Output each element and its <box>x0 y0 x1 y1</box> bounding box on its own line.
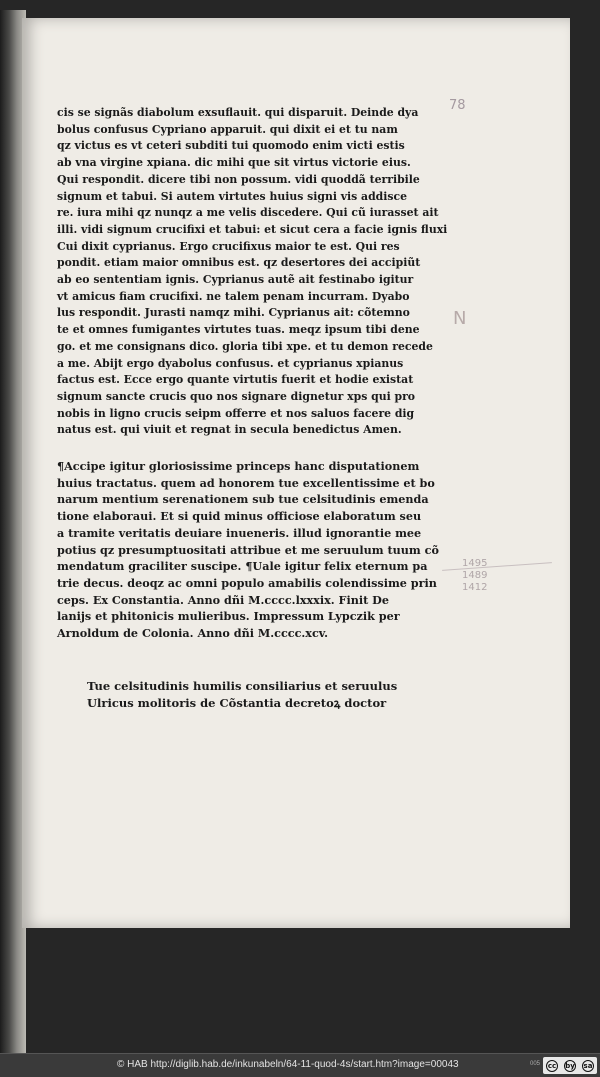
margin-date-2: 1489 <box>462 570 488 581</box>
text-line: signum et tabui. Si autem virtutes huius signi vis addisce <box>57 188 408 203</box>
sa-icon: sa <box>583 1061 593 1070</box>
text-line: qz victus es vt ceteri subditi tui quomodo enim victi estis <box>57 138 405 153</box>
text-line: Cui dixit cyprianus. Ergo crucifixus maior te est. Qui res <box>57 238 400 253</box>
text-line: natus est. qui viuit et regnat in secula benedictus Amen. <box>57 422 402 437</box>
text-line: factus est. Ecce ergo quante virtutis fuerit et hodie existat <box>57 372 414 387</box>
text-line: lanijs et phitonicis mulieribus. Impressum Lypczik per <box>57 609 400 624</box>
footer-bar <box>0 1053 600 1077</box>
margin-note-top: 78 <box>449 98 466 113</box>
text-line: signum sancte crucis quo nos signare dignetur xps qui pro <box>57 388 416 403</box>
footer-counter: 005 <box>530 1061 541 1067</box>
footer-source-link[interactable]: © HAB http://diglib.hab.de/inkunabeln/64-11-quod-4s/start.htm?image=00043 <box>117 1059 459 1070</box>
text-line: cis se signãs diabolum exsuflauit. qui disparuit. Deinde dya <box>57 105 419 119</box>
text-line: illi. vidi signum crucifixi et tabui: et sicut cera a facie ignis fluxi <box>57 221 448 236</box>
text-line: Ulricus molitoris de Cõstantia decretoꝝ doctor <box>87 696 387 710</box>
margin-pencil-line <box>442 562 552 571</box>
text-line: Arnoldum de Colonia. Anno dñi M.cccc.xcv. <box>57 626 329 641</box>
text-line: potius qz presumptuositati attribue et me seruulum tuum cõ <box>57 542 439 557</box>
text-line: ab vna virgine xpiana. dic mihi que sit virtus victorie eius. <box>57 155 411 170</box>
by-icon: by <box>565 1061 575 1070</box>
text-line: Tue celsitudinis humilis consiliarius et seruulus <box>87 679 398 693</box>
text-line: nobis in ligno crucis seipm offerre et nos saluos facere dig <box>57 405 415 420</box>
margin-note-dates <box>462 558 487 594</box>
book-page <box>22 18 570 928</box>
text-line: huius tractatus. quem ad honorem tue excellentissime et bo <box>57 475 435 490</box>
text-line: narum mentium serenationem sub tue celsitudinis emenda <box>57 492 429 507</box>
text-line: bolus confusus Cypriano apparuit. qui dixit ei et tu nam <box>57 121 398 136</box>
text-line: tione elaboraui. Et si quid minus officiose elaboratum seu <box>57 509 422 524</box>
dedication-paragraph <box>57 458 447 642</box>
text-line: ceps. Ex Constantia. Anno dñi M.cccc.lxxxix. Finit De <box>57 592 389 607</box>
text-line: vt amicus fiam crucifixi. ne talem penam incurram. Dyabo <box>57 288 410 303</box>
text-line: te et omnes fumigantes virtutes tuas. meqz ipsum tibi dene <box>57 322 420 337</box>
margin-date-1: 1495 <box>462 558 488 569</box>
text-line: mendatum graciliter suscipe. ¶Uale igitur felix eternum pa <box>57 559 428 574</box>
text-line: a tramite veritatis deuiare inueneris. illud ignorantie mee <box>57 525 422 540</box>
text-line: go. et me consignans dico. gloria tibi xpe. et tu demon recede <box>57 338 433 353</box>
text-line: ¶Accipe igitur gloriosissime princeps hanc disputationem <box>57 459 420 473</box>
main-paragraph <box>57 104 448 438</box>
text-line: lus respondit. Jurasti namqz mihi. Cyprianus ait: cõtemno <box>57 305 410 320</box>
text-line: a me. Abijt ergo dyabolus confusus. et cyprianus xpianus <box>57 355 404 370</box>
text-line: trie decus. deoqz ac omni populo amabilis colendissime prin <box>57 575 437 590</box>
cc-icon: cc <box>547 1061 557 1070</box>
margin-note-middle: N <box>453 308 467 329</box>
text-line: re. iura mihi qz nunqz a me velis discedere. Qui cũ iurasset ait <box>57 205 439 220</box>
colophon <box>87 678 397 712</box>
text-line: Qui respondit. dicere tibi non possum. vidi quoddã terribile <box>57 171 420 186</box>
cc-license-badge[interactable] <box>543 1057 597 1074</box>
text-line: pondit. etiam maior omnibus est. qz desertores dei accipiũt <box>57 255 421 270</box>
text-line: ab eo sententiam ignis. Cyprianus autẽ ait festinabo igitur <box>57 272 414 287</box>
margin-date-3: 1412 <box>462 582 488 593</box>
